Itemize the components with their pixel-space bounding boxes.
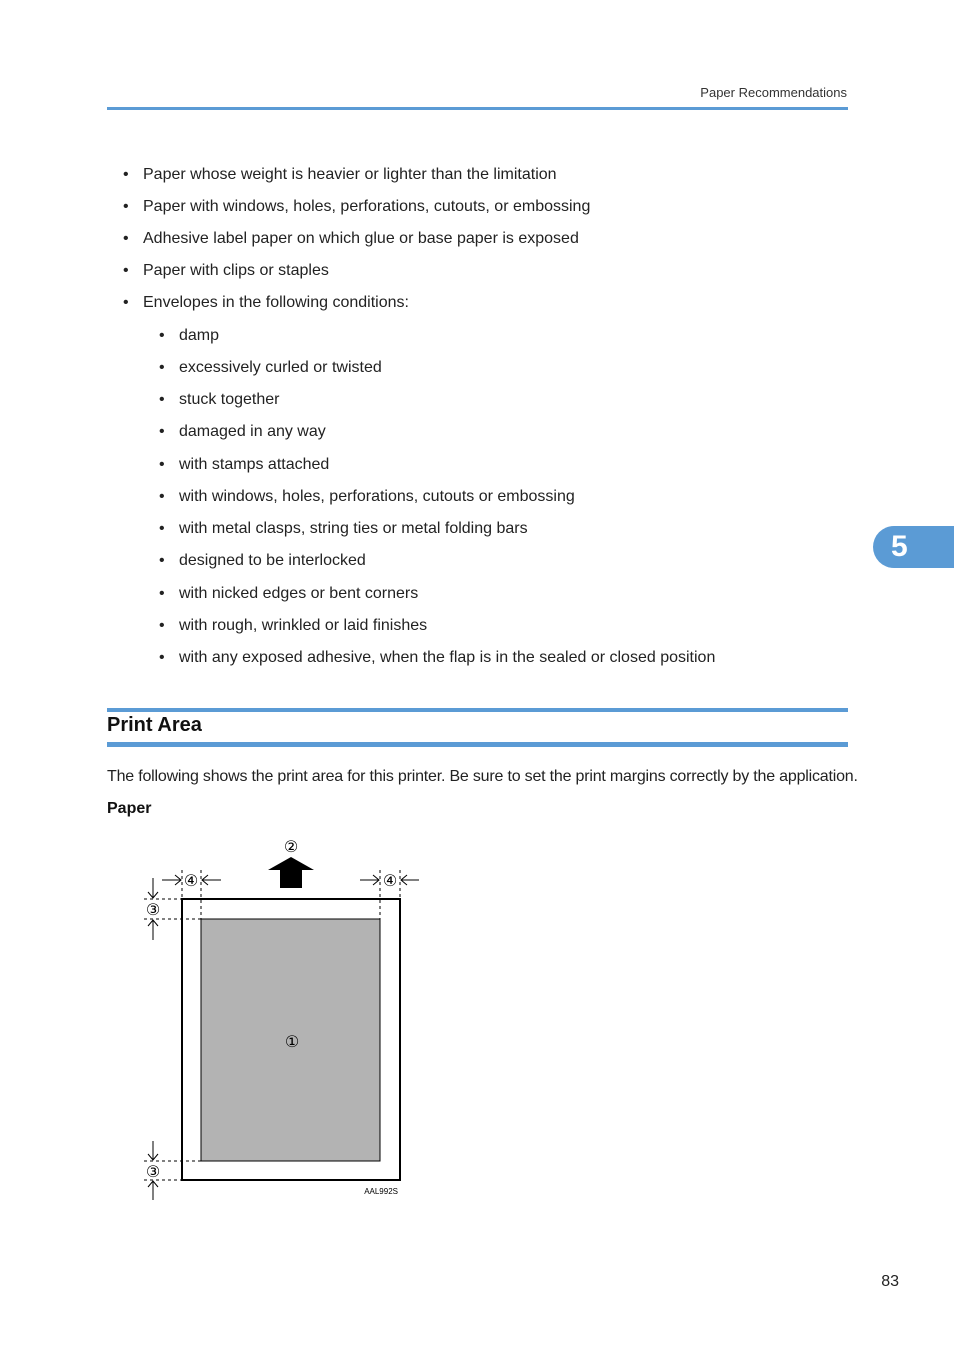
label-right-margin: ④ bbox=[382, 871, 398, 890]
list-item-text: damp bbox=[179, 327, 220, 344]
list-item-text: with rough, wrinkled or laid finishes bbox=[179, 617, 428, 634]
list-item bbox=[123, 293, 409, 313]
header-rule bbox=[107, 107, 848, 110]
subheading-paper: Paper bbox=[107, 800, 152, 817]
section-rule-bottom bbox=[107, 742, 848, 747]
bullet-dot: • bbox=[159, 359, 165, 376]
chapter-tab bbox=[873, 526, 954, 568]
sub-list-item bbox=[159, 616, 428, 636]
bullet-dot: • bbox=[159, 552, 165, 569]
intro-paragraph: The following shows the print area for this printer. Be sure to set the print margins correctly by the application. bbox=[107, 768, 858, 785]
sub-list-item bbox=[159, 358, 382, 378]
list-item-text: with metal clasps, string ties or metal folding bars bbox=[179, 520, 528, 537]
label-left-margin: ④ bbox=[183, 871, 199, 890]
figure-code: AAL992S bbox=[364, 1187, 398, 1196]
list-item-text: damaged in any way bbox=[179, 423, 326, 440]
list-item bbox=[123, 229, 579, 249]
list-item-text: with any exposed adhesive, when the flap is in the sealed or closed position bbox=[179, 649, 716, 666]
sub-list-item bbox=[159, 422, 326, 442]
list-item bbox=[123, 197, 591, 217]
list-item-text: Envelopes in the following conditions: bbox=[143, 294, 409, 311]
list-item-text: Adhesive label paper on which glue or base paper is exposed bbox=[143, 230, 579, 247]
sub-list-item bbox=[159, 487, 575, 507]
running-header: Paper Recommendations bbox=[700, 85, 847, 100]
list-item-text: with nicked edges or bent corners bbox=[179, 585, 419, 602]
bullet-dot: • bbox=[123, 166, 129, 183]
list-item-text: stuck together bbox=[179, 391, 280, 408]
list-item-text: Paper with clips or staples bbox=[143, 262, 329, 279]
list-item-text: excessively curled or twisted bbox=[179, 359, 382, 376]
bullet-dot: • bbox=[159, 649, 165, 666]
bullet-dot: • bbox=[159, 423, 165, 440]
sub-list-item bbox=[159, 519, 528, 539]
list-item-text: Paper whose weight is heavier or lighter than the limitation bbox=[143, 166, 557, 183]
feed-arrow-icon bbox=[268, 857, 314, 888]
bullet-dot: • bbox=[123, 230, 129, 247]
chapter-number: 5 bbox=[891, 530, 908, 563]
sub-list-item bbox=[159, 455, 330, 475]
bullet-dot: • bbox=[159, 488, 165, 505]
sub-list-item bbox=[159, 648, 716, 668]
bullet-dot: • bbox=[123, 198, 129, 215]
page-number: 83 bbox=[881, 1273, 899, 1290]
section-rule-top bbox=[107, 708, 848, 712]
list-item bbox=[123, 261, 329, 281]
list-item-text: designed to be interlocked bbox=[179, 552, 366, 569]
list-item-text: Paper with windows, holes, perforations, cutouts, or embossing bbox=[143, 198, 591, 215]
bullet-dot: • bbox=[159, 617, 165, 634]
sub-list-item bbox=[159, 326, 220, 346]
bullet-dot: • bbox=[159, 391, 165, 408]
label-bottom-margin: ③ bbox=[145, 1162, 161, 1181]
label-print-area: ① bbox=[284, 1032, 300, 1051]
label-feed: ② bbox=[283, 837, 299, 856]
bullet-dot: • bbox=[159, 456, 165, 473]
bullet-dot: • bbox=[159, 585, 165, 602]
list-item bbox=[123, 165, 557, 185]
sub-list-item bbox=[159, 551, 366, 571]
bullet-dot: • bbox=[159, 520, 165, 537]
label-top-margin: ③ bbox=[145, 900, 161, 919]
section-title: Print Area bbox=[107, 714, 202, 736]
bullet-dot: • bbox=[123, 294, 129, 311]
list-item-text: with windows, holes, perforations, cutouts or embossing bbox=[179, 488, 575, 505]
sub-list-item bbox=[159, 584, 419, 604]
print-area-diagram bbox=[140, 830, 430, 1210]
bullet-dot: • bbox=[123, 262, 129, 279]
sub-list-item bbox=[159, 390, 280, 410]
list-item-text: with stamps attached bbox=[179, 456, 330, 473]
bullet-dot: • bbox=[159, 327, 165, 344]
